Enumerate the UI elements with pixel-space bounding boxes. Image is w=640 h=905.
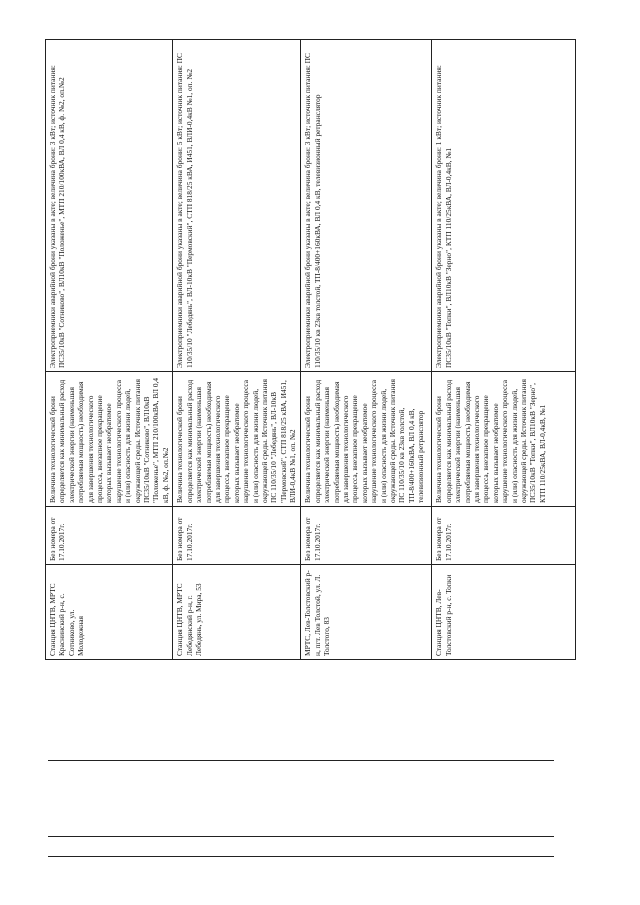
description-cell: Величина технологической брони определяется как минимальный расход электрической энергии (наименьшая потребляемая мощность) необходимая для завершения технологического процесса, внезапное прекращение которых вызывает необратимое нарушение технологического процесса и (или) опасность для жизни людей, окружающей среды. Источник питания ПС 110/35/10 кв 23кв толстой, ТП-8/400+160кВА, ВЛ 0,4 кВ, телевизионный ретранслятор <box>301 372 432 507</box>
table-row <box>46 40 173 660</box>
note-cell: Электроприемники аварийной брони указаны в акте; величина брони: 5 кВт; источник питания: ПС 110/35/10 "Лебедянь", ВЛ-10кВ "Пермовский", СТП 818/25 кВА, И451, ВЛИ-0,4кВ №1, оп. №2 <box>173 40 301 372</box>
description-cell: Величина технологической брони определяется как минимальный расход электрической энергии (наименьшая потребляемая мощность) необходимая для завершения технологического процесса, внезапное прекращение которых вызывает необратимое нарушение технологического процесса и (или) опасность для жизни людей, окружающей среды. Источник питания ПС35/10кВ "Сотниково", ВЛ10кВ "Положенье", МТП 210/100кВА, ВЛ 0,4 кВ, ф. №2, оп.№2 <box>46 372 173 507</box>
table-row <box>432 40 576 660</box>
note-cell: Электроприемники аварийной брони указаны в акте; величина брони: 3 кВт; источник питания: ПС35/10кВ "Сотниково", ВЛ10кВ "Положенье", МТП 210/100кВА, ВЛ 0,4 кВ, ф. №2, оп.№2 <box>46 40 173 372</box>
document-cell: Без номера от 17.10.2017г. <box>301 507 432 565</box>
document-cell: Без номера от 17.10.2017г. <box>46 507 173 565</box>
location-cell: МРТС, Лев-Толстовский р-н, пгт. Лев Толстой, ул. Л. Толстого, 83 <box>301 565 432 660</box>
reserve-table <box>45 39 576 660</box>
table-row <box>301 40 432 660</box>
bottom-rule <box>48 760 554 761</box>
document-cell: Без номера от 17.10.2017г. <box>173 507 301 565</box>
location-cell: Станция ЦНТВ, Лев-Толстовский р-н, с. Топки <box>432 565 576 660</box>
note-cell: Электроприемники аварийной брони указаны в акте; величина брони: 1 кВт; источник питания: ПС35/10кВ "Топки", ВЛ10кВ "Зерно", КТП 110/25кВА, ВЛ-0,4кВ, №1 <box>432 40 576 372</box>
location-cell: Станция ЦНТВ, МРТС Лебедянский р-н, г. Лебедянь, ул. Мира, 53 <box>173 565 301 660</box>
document-cell: Без номера от 17.10.2017г. <box>432 507 576 565</box>
description-cell: Величина технологической брони определяется как минимальный расход электрической энергии (наименьшая потребляемая мощность) необходимая для завершения технологического процесса, внезапное прекращение которых вызывает необратимое нарушение технологического процесса и (или) опасность для жизни людей, окружающей среды. Источник питания ПС35/10кВ "Топки", ВЛ10кВ "Зерно", КТП 110/25кВА, ВЛ-0,4кВ, №1 <box>432 372 576 507</box>
table-row <box>173 40 301 660</box>
location-cell: Станция ЦНТВ, МРТС Краснинский р-н, с. Сотниково, ул. Молодежная <box>46 565 173 660</box>
description-cell: Величина технологической брони определяется как минимальный расход электрической энергии (наименьшая потребляемая мощность) необходимая для завершения технологического процесса, внезапное прекращение которых вызывает необратимое нарушение технологического процесса и (или) опасность для жизни людей, окружающей среды. Источник питания ПС 110/35/10 "Лебедянь", ВЛ-10кВ "Пермовский", СТП 818/25 кВА, И451, ВЛИ-0,4кВ №1, оп. №2 <box>173 372 301 507</box>
bottom-rule <box>48 836 554 837</box>
bottom-rule <box>48 856 554 857</box>
note-cell: Электроприемники аварийной брони указаны в акте; величина брони: 3 кВт; источник питания: ПС 110/35/10 кв 23кв толстой, ТП-8/400+160кВА, ВЛ 0,4 кВ, телевизионный ретранслятор <box>301 40 432 372</box>
